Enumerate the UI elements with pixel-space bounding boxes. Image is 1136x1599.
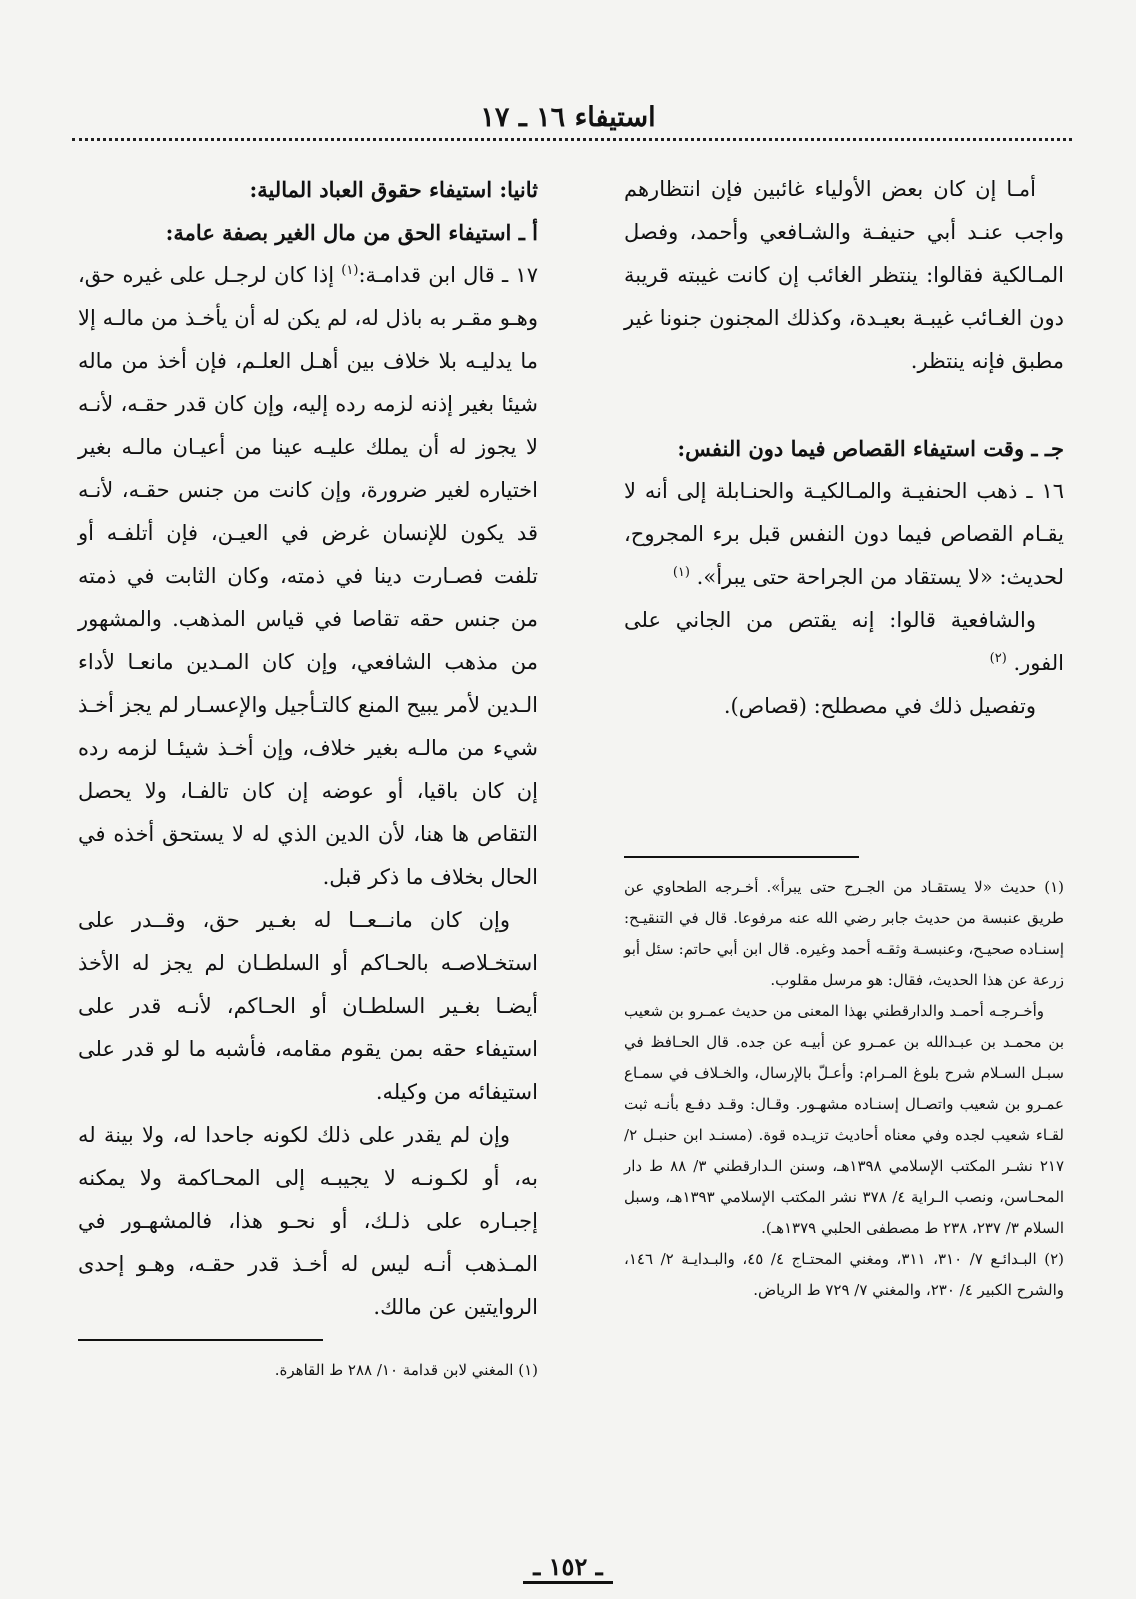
- right-column: [624, 168, 1064, 1306]
- header-divider: [72, 138, 1072, 141]
- column-spacer: [624, 728, 1064, 846]
- footnote-divider: [624, 856, 859, 858]
- paragraph-17: ١٧ ـ قال ابن قدامـة:$^{(١)}$ إذا كان لرجـل على غيره حق، وهـو مقـر به باذل له، لم يكن له أن يأخـذ من مالـه إلا ما يدليـه بلا خلاف بين أهـل العلـم، فإن أخذ من ماله شيئا بغير إذنه لزمه رده إليه، وإن كان قدر حقـه، لأنـه لا يجوز له أن يملك عليـه عينا من أعيـان مالـه بغير اختياره لغير ضرورة، وإن كانت من جنس حقـه، لأنـه قد يكون للإنسان غرض في العيـن، فإن أتلفـه أو تلفت فصـارت دينا في ذمته، وكان الثابت في ذمته من جنس حقه تقاصا في قياس المذهب. والمشهور من مذهب الشافعي، وإن كان المـدين مانعـا لأداء الـدين لأمر يبيح المنع كالتـأجيل والإعسـار لم يجز أخـذ شيء من مالـه بغير خلاف، وإن أخـذ شيئـا لزمه رده إن كان باقيا، أو عوضه إن كان تالفـا، ولا يحصل التقاص ها هنا، لأن الدين الذي له لا يستحق أخذه في الحال بخلاف ما ذكر قبل.: [78, 263, 538, 889]
- running-header: [0, 98, 1136, 138]
- paragraph-gap: [624, 383, 1064, 427]
- section-heading-j: جـ ـ وقت استيفاء القصاص فيما دون النفس:: [677, 436, 1064, 461]
- footnote-ref-1[interactable]: (١): [672, 565, 690, 580]
- paragraph-absent-guardians: أمـا إن كان بعض الأولياء غائبين فإن انتظارهم واجب عنـد أبي حنيفـة والشـافعي وأحمد، وفصل المـالكية فقالوا: ينتظر الغائب إن كانت غيبته قريبة دون الغـائب غيبـة بعيـدة، وكذلك المجنون جنونا غير مطبق فإنه ينتظر.: [624, 177, 1064, 373]
- footnote-ref-2[interactable]: (٢): [989, 651, 1007, 666]
- footnote-2: (٢) البـدائـع ٧/ ٣١٠، ٣١١، ومغني المحتـاج ٤/ ٤٥، والبـدايـة ٢/ ١٤٦، والشرح الكبير ٤/ ٢٣٠، والمغني ٧/ ٧٢٩ ط الرياض.: [624, 1250, 1064, 1299]
- section-heading-second: ثانيا: استيفاء حقوق العباد المالية:: [249, 177, 538, 202]
- footnote-ref-1-left[interactable]: (١): [341, 263, 359, 278]
- left-column: [78, 168, 538, 1386]
- footnote-1-continued: وأخـرجـه أحمـد والدارقطني بهذا المعنى من حديث عمـرو بن شعيب بن محمـد بن عبـدالله بن عمـرو عن أبيـه عن جده. قال الحـافظ في سبـل السـلام شرح بلوغ المـرام: وأعـلّ بالإرسال، والخـلاف في سمـاع عمـرو بن شعيب واتصـال إسنـاده مشهـور. وقـال: وقـد دفـع بأنـه ثبت لقـاء شعيب لجده وفي معناه أحاديث تزيـده قوة. (مسنـد ابن حنبـل ٢/ ٢١٧ نشـر المكتب الإسلامي ١٣٩٨هـ، وسنن الـدارقطني ٣/ ٨٨ ط دار المحـاسن، ونصب الـراية ٤/ ٣٧٨ نشر المكتب الإسلامي ١٣٩٣هـ، وسبل السلام ٣/ ٢٣٧، ٢٣٨ ط مصطفى الحلبي ١٣٧٩هـ).: [624, 1002, 1065, 1237]
- paragraph-detail: وتفصيل ذلك في مصطلح: (قصاص).: [723, 694, 1036, 718]
- paragraph-unable: وإن لم يقدر على ذلك لكونه جاحدا له، ولا بينة له به، أو لكـونـه لا يجيبـه إلى المحـاكمة ولا يمكنه إجبـاره على ذلـك، أو نحـو هذا، فالمشهـور في المـذهب أنـه ليس له أخـذ قدر حقـه، وهـو إحدى الروايتين عن مالك.: [78, 1123, 538, 1319]
- footnote-1: (١) حديث «لا يستقـاد من الجـرح حتى يبرأ». أخـرجه الطحاوي عن طريق عنبسة من حديث جابر رضي الله عنه مرفوعا. قال في التنقيـح: إسنـاده صحيـح، وعنبسـة وثقـه أحمد وغيره. قال ابن أبي حاتم: سئل أبو زرعة عن هذا الحديث، فقال: هو مرسل مقلوب.: [624, 878, 1064, 989]
- footnote-divider-left: [78, 1339, 323, 1341]
- paragraph-shafii: والشافعية قالوا: إنه يقتص من الجاني على الفور. $^{(٢)}$: [624, 608, 1064, 675]
- section-heading-a: أ ـ استيفاء الحق من مال الغير بصفة عامة:: [165, 220, 538, 245]
- paragraph-refusing-debtor: وإن كان مانــعــا له بغـير حق، وقــدر على استخـلاصـه بالحـاكم أو السلطـان لم يجز له الأخذ أيضـا بغـير السلطـان أو الحـاكم، لأنـه قدر على استيفاء حقه بمن يقوم مقامه، فأشبه ما لو قدر على استيفائه من وكيله.: [78, 908, 539, 1104]
- paragraph-16: ١٦ ـ ذهب الحنفيـة والمـالكيـة والحنـابلة إلى أنه لا يقـام القصاص فيما دون النفس قبل برء المجروح، لحديث: «لا يستقاد من الجراحة حتى يبرأ». $^{(١)}$: [624, 479, 1064, 589]
- page-header-title: استيفاء ١٦ ـ ١٧: [480, 102, 656, 133]
- page-number: ـ ١٥٢ ـ: [0, 1552, 1136, 1581]
- footnote-1-left: (١) المغني لابن قدامة ١٠/ ٢٨٨ ط القاهرة.: [274, 1361, 538, 1379]
